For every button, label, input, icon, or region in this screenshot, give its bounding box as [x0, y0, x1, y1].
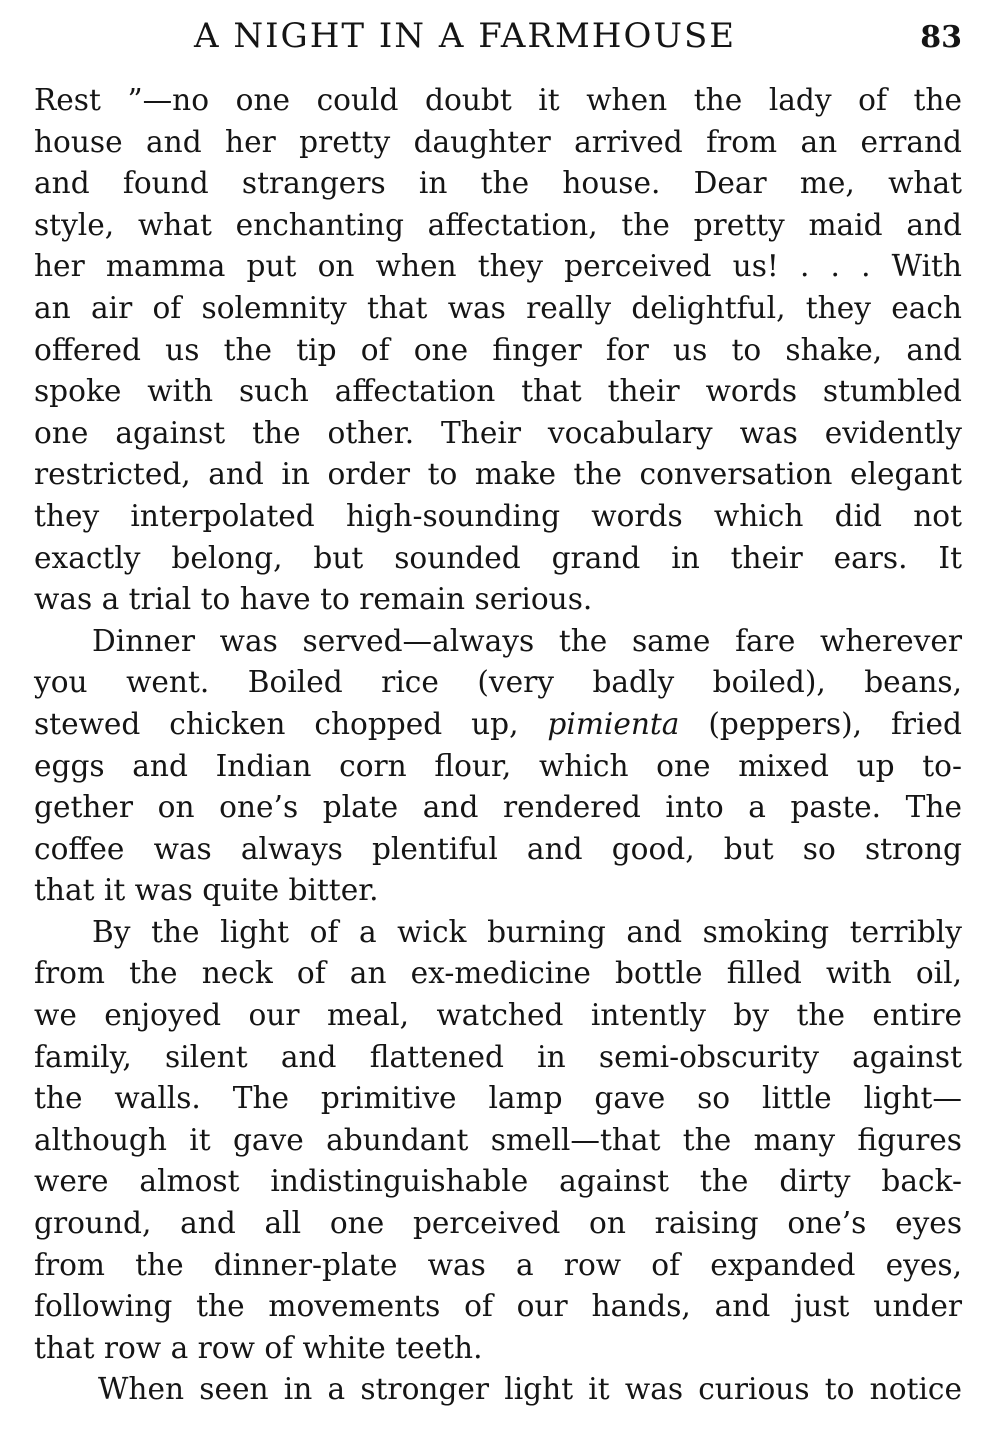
text-line: you went. Boiled rice (very badly boiled), beans, [34, 665, 962, 700]
text-line: from the neck of an ex-medicine bottle filled with oil, [34, 956, 962, 991]
text-run: stewed chicken chopped up, [34, 706, 548, 741]
text-line: an air of solemnity that was really delightful, they each [34, 290, 962, 325]
text-line: exactly belong, but sounded grand in their ears. It [34, 540, 962, 575]
text-line: spoke with such affectation that their words stumbled [34, 374, 962, 409]
text-line: family, silent and flattened in semi-obscurity against [34, 1039, 962, 1074]
italic-term: pimienta [547, 706, 680, 741]
text-line: were almost indistinguishable against the dirty back- [34, 1164, 962, 1199]
page-number: 83 [920, 20, 962, 55]
text-line: from the dinner-plate was a row of expanded eyes, [34, 1247, 962, 1282]
text-line: one against the other. Their vocabulary was evidently [34, 415, 962, 450]
text-line-with-italic [34, 704, 962, 746]
text-line: Rest ”—no one could doubt it when the lady of the [34, 83, 962, 117]
running-header [34, 16, 962, 66]
text-line: that it was quite bitter. [34, 873, 379, 908]
paragraph-first-line: By the light of a wick burning and smoking terribly [92, 914, 962, 949]
text-line: that row a row of white teeth. [34, 1330, 483, 1365]
text-line: and found strangers in the house. Dear me, what [34, 166, 962, 201]
text-line: we enjoyed our meal, watched intently by the entire [34, 998, 962, 1033]
text-line: although it gave abundant smell—that the many figures [34, 1122, 962, 1157]
text-line: house and her pretty daughter arrived from an errand [34, 124, 962, 159]
text-line: style, what enchanting affectation, the pretty maid and [34, 207, 962, 242]
text-line: eggs and Indian corn flour, which one mixed up to- [34, 748, 962, 783]
text-line: her mamma put on when they perceived us! . . . With [34, 249, 962, 284]
text-line: the walls. The primitive lamp gave so little light— [34, 1081, 962, 1116]
text-run: (peppers), fried [679, 706, 962, 741]
text-line: restricted, and in order to make the conversation elegant [34, 457, 962, 492]
paragraph-first-line: Dinner was served—always the same fare wherever [92, 623, 962, 658]
text-line: offered us the tip of one finger for us to shake, and [34, 332, 962, 367]
text-line: coffee was always plentiful and good, but so strong [34, 831, 962, 866]
text-line: gether on one’s plate and rendered into a paste. The [34, 790, 962, 825]
paragraph-first-line: When seen in a stronger light it was curious to notice [98, 1372, 962, 1407]
text-line: was a trial to have to remain serious. [34, 582, 593, 617]
text-line: they interpolated high-sounding words which did not [34, 498, 962, 533]
body-text [34, 80, 962, 1411]
chapter-title: A NIGHT IN A FARMHOUSE [194, 16, 737, 56]
text-line: ground, and all one perceived on raising one’s eyes [34, 1206, 962, 1241]
text-line: following the movements of our hands, and just under [34, 1289, 962, 1324]
